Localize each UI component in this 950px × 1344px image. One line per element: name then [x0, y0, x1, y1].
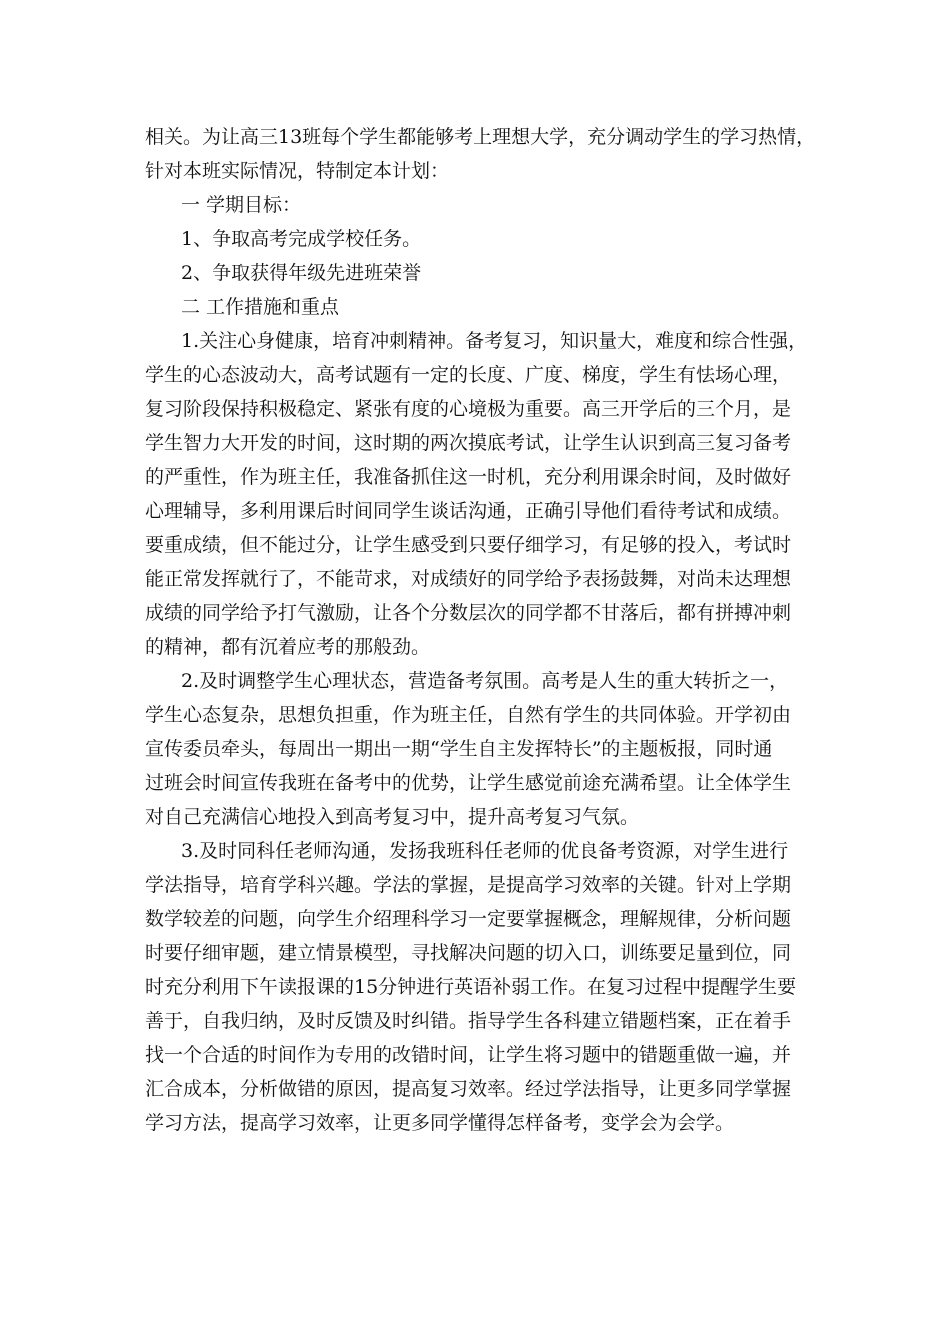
text-line: 学生智力大开发的时间，这时期的两次摸底考试，让学生认识到高三复习备考 — [145, 432, 792, 454]
text-line: 时要仔细审题，建立情景模型，寻找解决问题的切入口，训练要足量到位，同 — [145, 942, 792, 964]
text-line: 数学较差的问题，向学生介绍理科学习一定要掌握概念，理解规律，分析问题 — [145, 908, 792, 930]
text-line: 的精神，都有沉着应考的那般劲。 — [145, 636, 431, 658]
text-line: 学生的心态波动大，高考试题有一定的长度、广度、梯度，学生有怯场心理， — [145, 364, 792, 386]
text-line: 相关。为让高三13班每个学生都能够考上理想大学，充分调动学生的学习热情， — [145, 126, 816, 148]
text-line: 时充分利用下午读报课的15分钟进行英语补弱工作。在复习过程中提醒学生要 — [145, 976, 797, 998]
text-line: 3.及时同科任老师沟通，发扬我班科任老师的优良备考资源，对学生进行 — [181, 840, 789, 862]
text-line: 宣传委员牵头，每周出一期出一期“学生自主发挥特长”的主题板报，同时通 — [145, 738, 773, 760]
text-line: 善于，自我归纳，及时反馈及时纠错。指导学生各科建立错题档案，正在着手 — [145, 1010, 792, 1032]
body-text — [145, 120, 815, 1140]
text-line: 1、争取高考完成学校任务。 — [181, 228, 422, 250]
text-line: 二 工作措施和重点 — [181, 296, 340, 318]
text-line: 成绩的同学给予打气激励，让各个分数层次的同学都不甘落后，都有拼搏冲刺 — [145, 602, 792, 624]
text-line: 心理辅导，多利用课后时间同学生谈话沟通，正确引导他们看待考试和成绩。 — [145, 500, 792, 522]
text-line: 1.关注心身健康，培育冲刺精神。备考复习，知识量大，难度和综合性强， — [181, 330, 808, 352]
text-line: 针对本班实际情况，特制定本计划： — [145, 160, 450, 182]
text-line: 能正常发挥就行了，不能苛求，对成绩好的同学给予表扬鼓舞，对尚未达理想 — [145, 568, 792, 590]
text-line: 学法指导，培育学科兴趣。学法的掌握，是提高学习效率的关键。针对上学期 — [145, 874, 792, 896]
text-line: 汇合成本，分析做错的原因，提高复习效率。经过学法指导，让更多同学掌握 — [145, 1078, 792, 1100]
text-line: 学生心态复杂，思想负担重，作为班主任，自然有学生的共同体验。开学初由 — [145, 704, 792, 726]
text-line: 要重成绩，但不能过分，让学生感受到只要仔细学习，有足够的投入，考试时 — [145, 534, 792, 556]
text-line: 过班会时间宣传我班在备考中的优势，让学生感觉前途充满希望。让全体学生 — [145, 772, 792, 794]
text-line: 2.及时调整学生心理状态，营造备考氛围。高考是人生的重大转折之一， — [181, 670, 789, 692]
text-line: 对自己充满信心地投入到高考复习中，提升高考复习气氛。 — [145, 806, 640, 828]
text-line: 复习阶段保持积极稳定、紧张有度的心境极为重要。高三开学后的三个月，是 — [145, 398, 792, 420]
text-line: 的严重性，作为班主任，我准备抓住这一时机，充分利用课余时间，及时做好 — [145, 466, 792, 488]
text-line: 2、争取获得年级先进班荣誉 — [181, 262, 422, 284]
text-line: 找一个合适的时间作为专用的改错时间，让学生将习题中的错题重做一遍，并 — [145, 1044, 792, 1066]
text-line: 一 学期目标： — [181, 194, 302, 216]
text-line: 学习方法，提高学习效率，让更多同学懂得怎样备考，变学会为会学。 — [145, 1112, 735, 1134]
